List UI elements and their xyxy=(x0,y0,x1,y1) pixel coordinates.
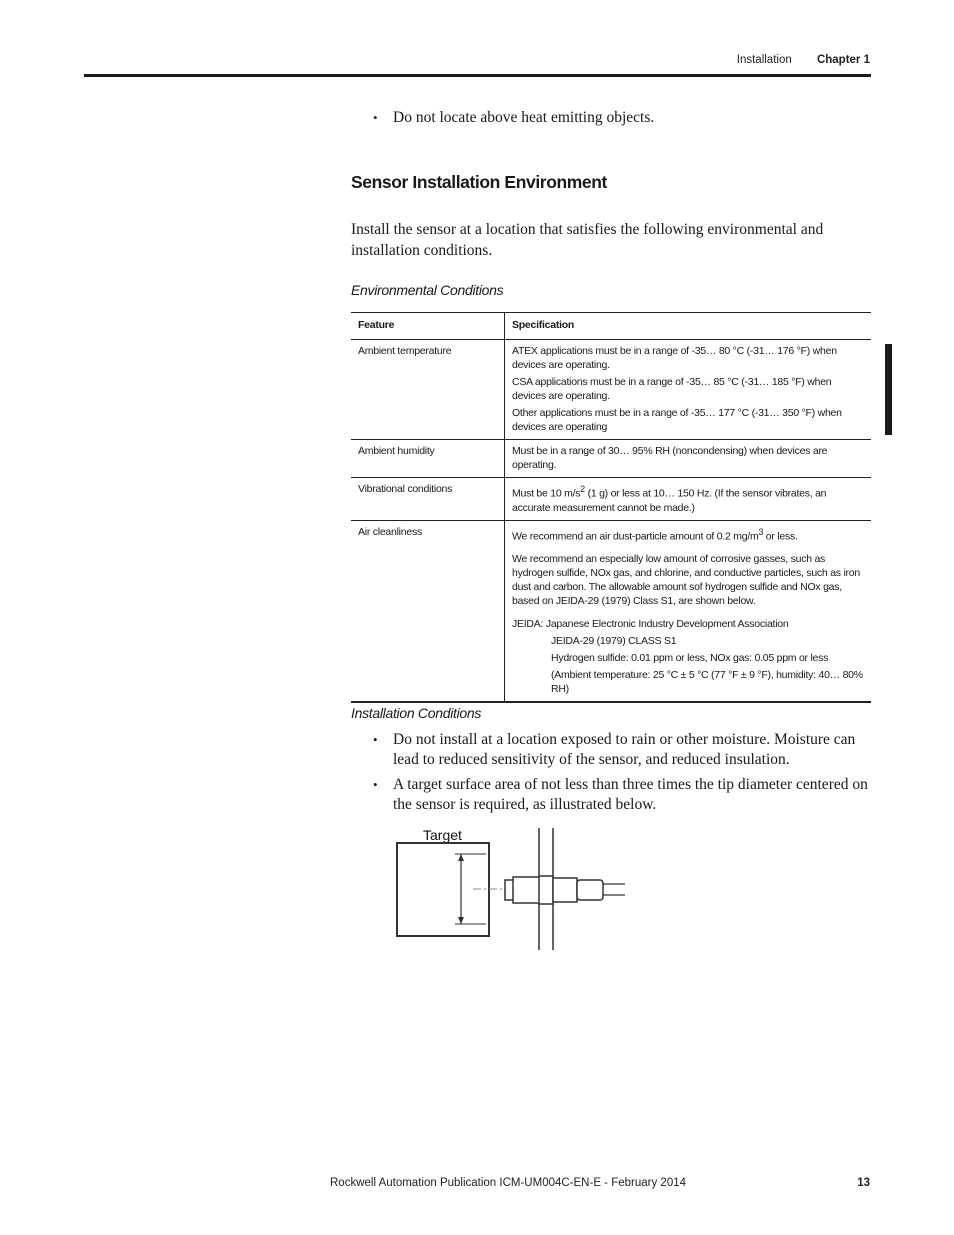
feature-cell: Ambient humidity xyxy=(351,440,505,478)
chapter-side-tab xyxy=(885,344,892,435)
spec-text-part: (1 g) or less at 10… 150 Hz. (If the sensor vibrates, an accurate measurement cannot be made.) xyxy=(512,487,827,514)
table-row xyxy=(351,520,871,702)
spec-text: ATEX applications must be in a range of -35… 80 °C (-31… 176 °F) when devices are operating. xyxy=(512,345,837,371)
header-chapter: Chapter 1 xyxy=(816,54,870,66)
spec-text: CSA applications must be in a range of -35… 85 °C (-31… 185 °F) when devices are operating. xyxy=(512,376,832,402)
target-label: Target xyxy=(423,827,462,843)
table-header-row xyxy=(351,313,871,340)
bullet-item: • A target surface area of not less than three times the tip diameter centered on the sensor is required, as illustrated below. xyxy=(351,775,871,815)
header-section: Installation xyxy=(736,54,792,66)
col-header-feature: Feature xyxy=(351,313,505,340)
figure-drawing xyxy=(393,826,633,952)
environmental-conditions-table xyxy=(351,312,871,703)
install-caption: Installation Conditions xyxy=(351,705,482,721)
page-number: 13 xyxy=(857,1177,870,1189)
table-row xyxy=(351,340,871,440)
footer-publication: Rockwell Automation Publication ICM-UM004C-EN-E - February 2014 xyxy=(330,1177,687,1189)
arrow-up-icon xyxy=(458,854,464,861)
bullet-item: • Do not locate above heat emitting objects. xyxy=(351,108,871,128)
feature-cell: Vibrational conditions xyxy=(351,478,505,521)
env-table-caption: Environmental Conditions xyxy=(351,282,504,298)
sensor-nut xyxy=(513,877,541,903)
spec-cell xyxy=(505,440,872,478)
table-row xyxy=(351,440,871,478)
spec-text xyxy=(512,525,865,544)
sensor-body xyxy=(553,878,577,902)
section-title: Sensor Installation Environment xyxy=(351,172,607,192)
feature-cell: Ambient temperature xyxy=(351,340,505,440)
superscript: 3 xyxy=(758,526,764,537)
arrow-down-icon xyxy=(458,917,464,924)
spec-text-part: We recommend an air dust-particle amount of 0.2 mg/m xyxy=(512,530,759,542)
spec-text: We recommend an especially low amount of corrosive gasses, such as hydrogen sulfide, NOx gas, and chlorine, and conductive particles, such as iron dust and carbon. The allowable amount sof hydrogen sulfide and NOx gas, based on JEIDA-29 (1979) Class S1, are shown below. xyxy=(512,553,860,607)
superscript: 2 xyxy=(580,484,585,494)
spec-indented-text: (Ambient temperature: 25 °C ± 5 °C (77 °F ± 9 °F), humidity: 40… 80% RH) xyxy=(551,669,863,695)
header-rule xyxy=(84,74,871,77)
spec-cell xyxy=(505,520,872,702)
spec-text: Must be in a range of 30… 95% RH (noncondensing) when devices are operating. xyxy=(512,445,828,471)
spec-cell xyxy=(505,340,872,440)
spec-text xyxy=(512,482,865,515)
top-bullet-list xyxy=(351,108,871,128)
spec-text: Other applications must be in a range of -35… 177 °C (-31… 350 °F) when devices are operating xyxy=(512,407,842,433)
spec-text-part: Must be 10 m/s xyxy=(512,487,581,500)
running-header xyxy=(737,54,870,66)
table-row xyxy=(351,478,871,521)
install-bullet-list xyxy=(351,730,871,815)
bullet-item: • Do not install at a location exposed to rain or other moisture. Moisture can lead to reduced sensitivity of the sensor, and reduced insulation. xyxy=(351,730,871,770)
sensor-rear xyxy=(577,880,603,900)
spec-text: JEIDA: Japanese Electronic Industry Development Association xyxy=(512,618,789,630)
spec-text-part: or less. xyxy=(763,530,798,542)
spec-indented-text: JEIDA-29 (1979) CLASS S1 xyxy=(551,635,677,647)
sensor-flange xyxy=(539,876,553,904)
target-sensor-figure xyxy=(393,826,633,957)
section-intro: Install the sensor at a location that satisfies the following environmental and installation conditions. xyxy=(351,221,824,259)
spec-indented-text: Hydrogen sulfide: 0.01 ppm or less, NOx gas: 0.05 ppm or less xyxy=(551,652,829,664)
feature-cell: Air cleanliness xyxy=(351,520,505,702)
spec-cell xyxy=(505,478,872,521)
col-header-specification: Specification xyxy=(505,313,872,340)
